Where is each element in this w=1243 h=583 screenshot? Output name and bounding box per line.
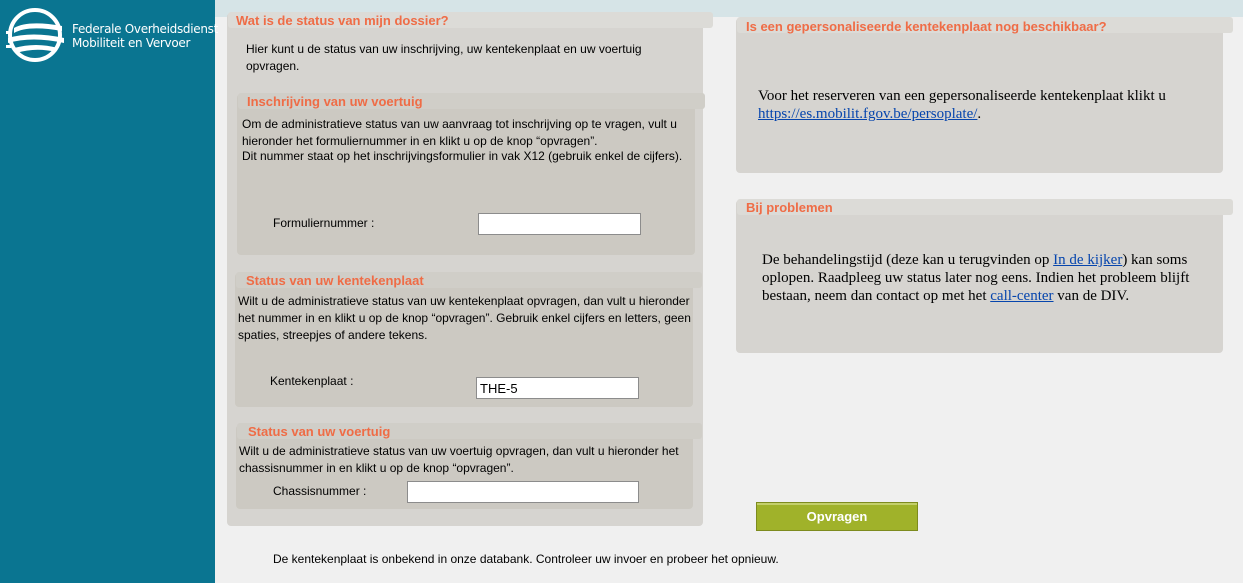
- logo-icon: [6, 7, 66, 65]
- chassis-label: Chassisnummer :: [273, 484, 367, 498]
- status-intro: Hier kunt u de status van uw inschrijving, uw kentekenplaat en uw voertuig opvragen.: [246, 42, 642, 73]
- problems-text: [762, 251, 1222, 305]
- logo-line2: Mobiliteit en Vervoer: [72, 36, 191, 50]
- plate-text: Wilt u de administratieve status van uw kentekenplaat opvragen, dan vult u hieronder het nummer in en klikt u op de knop “opvragen”. Gebruik enkel cijfers en letters, geen spaties, streepjes of andere tekens.: [238, 294, 691, 342]
- personalized-title: Is een gepersonaliseerde kentekenplaat nog beschikbaar?: [746, 19, 1107, 34]
- chassis-input[interactable]: [407, 481, 639, 503]
- plate-label: Kentekenplaat :: [270, 374, 354, 388]
- status-panel-title: Wat is de status van mijn dossier?: [236, 13, 449, 28]
- registration-title: Inschrijving van uw voertuig: [247, 94, 423, 109]
- logo: [6, 7, 216, 65]
- form-number-input[interactable]: [478, 213, 641, 235]
- registration-text-2: Dit nummer staat op het inschrijvingsformulier in vak X12 (gebruik enkel de cijfers).: [242, 149, 683, 163]
- personalized-text-suffix: .: [977, 106, 982, 122]
- sidebar: [0, 0, 218, 583]
- vehicle-title: Status van uw voertuig: [248, 424, 391, 439]
- submit-button[interactable]: Opvragen: [756, 502, 918, 531]
- personalized-text: [758, 87, 1210, 123]
- logo-line1: Federale Overheidsdienst: [72, 22, 218, 36]
- persoplate-link[interactable]: https://es.mobilit.fgov.be/persoplate/: [758, 106, 978, 122]
- in-de-kijker-link[interactable]: In de kijker: [1053, 252, 1123, 268]
- call-center-link[interactable]: call-center: [990, 288, 1054, 304]
- error-message: De kentekenplaat is onbekend in onze databank. Controleer uw invoer en probeer het opnieuw.: [273, 552, 779, 566]
- personalized-text-body: Voor het reserveren van een gepersonaliseerde kentekenplaat klikt u: [758, 88, 1166, 104]
- plate-input[interactable]: [476, 377, 639, 399]
- form-number-label: Formuliernummer :: [273, 216, 375, 230]
- registration-text: Om de administratieve status van uw aanvraag tot inschrijving op te vragen, vult u hieronder het formuliernummer in en klikt u op de knop “opvragen”.: [242, 117, 677, 148]
- vehicle-text: Wilt u de administratieve status van uw voertuig opvragen, dan vult u hieronder het chassisnummer in en klikt u op de knop “opvragen”.: [239, 444, 679, 475]
- problems-text-a: De behandelingstijd (deze kan u terugvinden op: [762, 252, 1050, 268]
- logo-text: [72, 22, 218, 50]
- problems-text-c: van de DIV.: [1057, 288, 1130, 304]
- plate-title: Status van uw kentekenplaat: [246, 273, 424, 288]
- problems-text-b: ) kan soms oplopen. Raadpleeg uw status later nog eens. Indien het probleem blijft bestaan, neem dan contact op met het: [762, 252, 1190, 304]
- problems-title: Bij problemen: [746, 200, 833, 215]
